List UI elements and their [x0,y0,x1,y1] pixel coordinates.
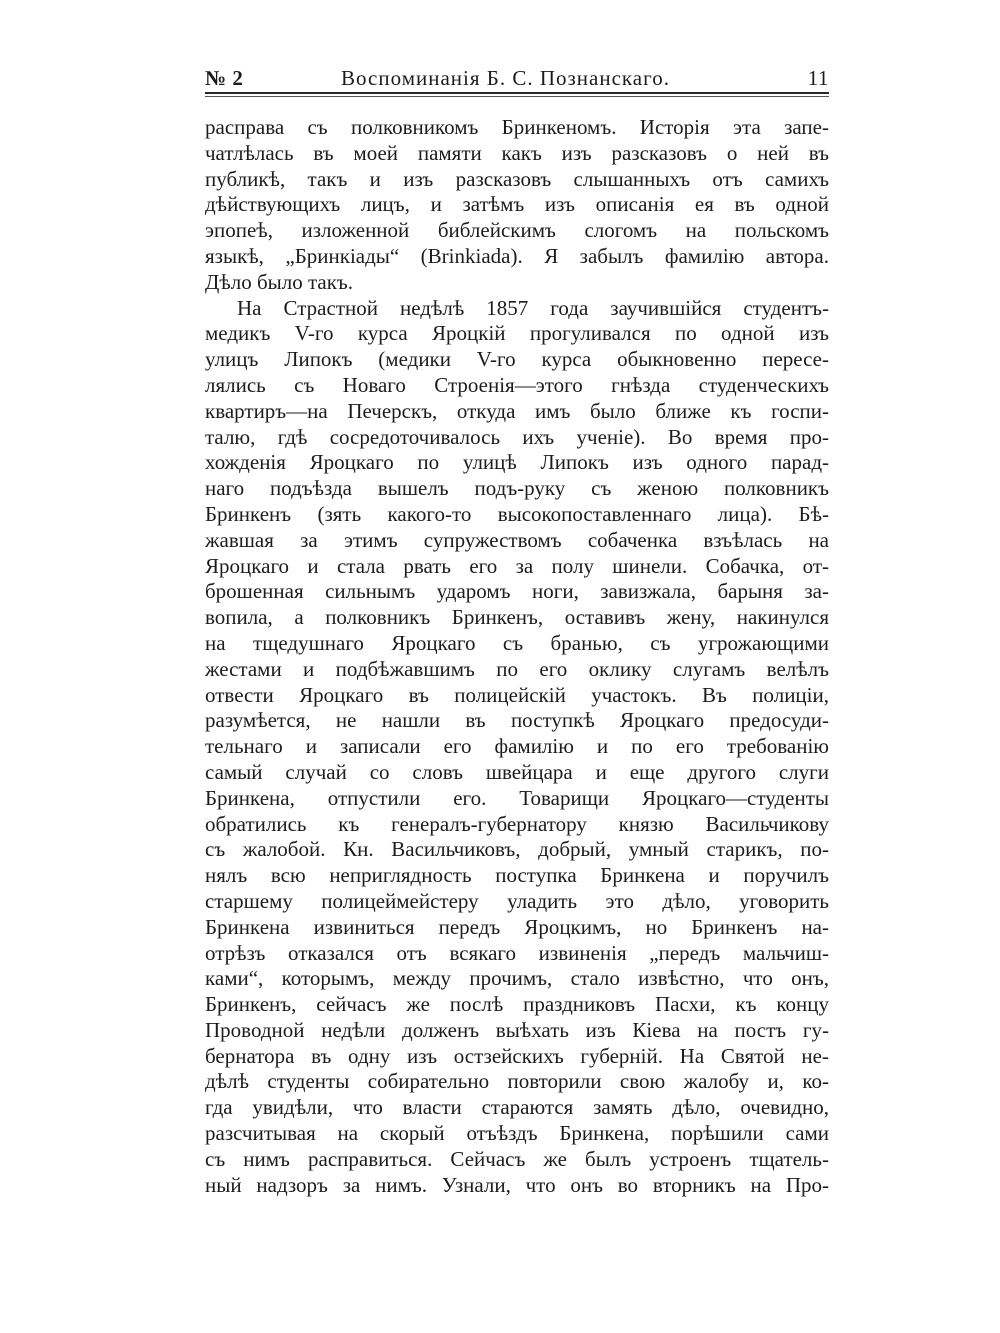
text-line: Бринкена, отпустили его. Товарищи Яроцкаго—студенты [205,785,829,810]
text-line: самый случай со словъ швейцара и еще другого слуги [205,759,829,784]
text-line: наго подъѣзда вышелъ подъ-руку съ женою полковникъ [205,476,829,501]
text-line: квартиръ—на Печерскъ, откуда имъ было ближе къ госпи- [205,398,829,423]
paragraph-1 [205,115,829,296]
text-line: языкѣ, „Бринкіады“ (Brinkiada). Я забылъ фамилію автора. [205,243,829,268]
text-line: дѣйствующихъ лицъ, и затѣмъ изъ описанія ея въ одной [205,192,829,217]
text-line: отрѣзъ отказался отъ всякаго извиненія „передъ мальчиш- [205,940,829,965]
book-page [205,62,829,1198]
running-title: Воспоминанія Б. С. Познанскаго. [341,66,670,90]
text-line: съ нимъ расправиться. Сейчасъ же былъ устроенъ тщатель- [205,1146,829,1171]
text-line: бернатора въ одну изъ остзейскихъ губерній. На Святой не- [205,1043,829,1068]
text-line: Проводной недѣли долженъ выѣхать изъ Кіева на постъ гу- [205,1017,829,1042]
text-line: съ жалобой. Кн. Васильчиковъ, добрый, умный старикъ, по- [205,837,829,862]
text-line: старшему полицеймейстеру уладить это дѣло, уговорить [205,888,829,913]
text-line: жавшая за этимъ супружествомъ собаченка взъѣлась на [205,527,829,552]
body-text [205,115,829,1198]
text-line: дѣлѣ студенты собирательно повторили свою жалобу и, ко- [205,1069,829,1094]
text-line: разумѣется, не нашли въ поступкѣ Яроцкаго предосуди- [205,708,829,733]
text-line: Бринкена извиниться передъ Яроцкимъ, но Бринкенъ на- [205,914,829,939]
text-line: разсчитывая на скорый отъѣздъ Бринкена, порѣшили сами [205,1121,829,1146]
text-line: хожденія Яроцкаго по улицѣ Липокъ изъ одного парад- [205,450,829,475]
text-line: тельнаго и записали его фамилію и по его требованію [205,734,829,759]
text-line: медикъ V-го курса Яроцкій прогуливался по одной изъ [205,321,829,346]
text-line: расправа съ полковникомъ Бринкеномъ. Исторія эта запе- [205,115,829,139]
paragraph-2 [205,296,829,1199]
text-line: талю, гдѣ сосредоточивалось ихъ ученіе). Во время про- [205,424,829,449]
text-line: чатлѣлась въ моей памяти какъ изъ разсказовъ о ней въ [205,140,829,165]
text-line: вопила, а полковникъ Бринкенъ, оставивъ жену, накинулся [205,605,829,630]
text-line: обратились къ генералъ-губернатору князю Васильчикову [205,811,829,836]
text-line: жестами и подбѣжавшимъ по его оклику слугамъ велѣлъ [205,656,829,681]
issue-number: № 2 [205,66,244,90]
text-line: ный надзоръ за нимъ. Узнали, что онъ во вторникъ на Про- [205,1172,829,1197]
text-line: Бринкенъ, сейчасъ же послѣ праздниковъ Пасхи, къ концу [205,992,829,1017]
text-line: улицъ Липокъ (медики V-го курса обыкновенно пересе- [205,347,829,372]
text-line: Яроцкаго и стала рвать его за полу шинели. Собачка, от- [205,553,829,578]
text-line: лялись съ Новаго Строенія—этого гнѣзда студенческихъ [205,372,829,397]
text-line: На Страстной недѣлѣ 1857 года заучившійся студентъ- [237,295,829,320]
text-line: отвести Яроцкаго въ полицейскій участокъ. Въ полиціи, [205,682,829,707]
header-rule-thin [205,96,829,97]
text-line: брошенная сильнымъ ударомъ ноги, завизжала, барыня за- [205,579,829,604]
running-head [205,62,829,92]
page-number: 11 [807,66,829,90]
text-line: нялъ всю неприглядность поступка Бринкена и поручилъ [205,863,829,888]
text-line: Дѣло было такъ. [205,269,354,294]
text-line: гда увидѣли, что власти стараются замять дѣло, очевидно, [205,1095,829,1120]
header-rule [205,92,829,94]
text-line: Бринкенъ (зять какого-то высокопоставленнаго лица). Бѣ- [205,501,829,526]
text-line: на тщедушнаго Яроцкаго съ бранью, съ угрожающими [205,630,829,655]
text-line: эпопеѣ, изложенной библейскимъ слогомъ на польскомъ [205,218,829,243]
text-line: публикѣ, такъ и изъ разсказовъ слышанныхъ отъ самихъ [205,166,829,191]
text-line: ками“, которымъ, между прочимъ, стало извѣстно, что онъ, [205,966,829,991]
